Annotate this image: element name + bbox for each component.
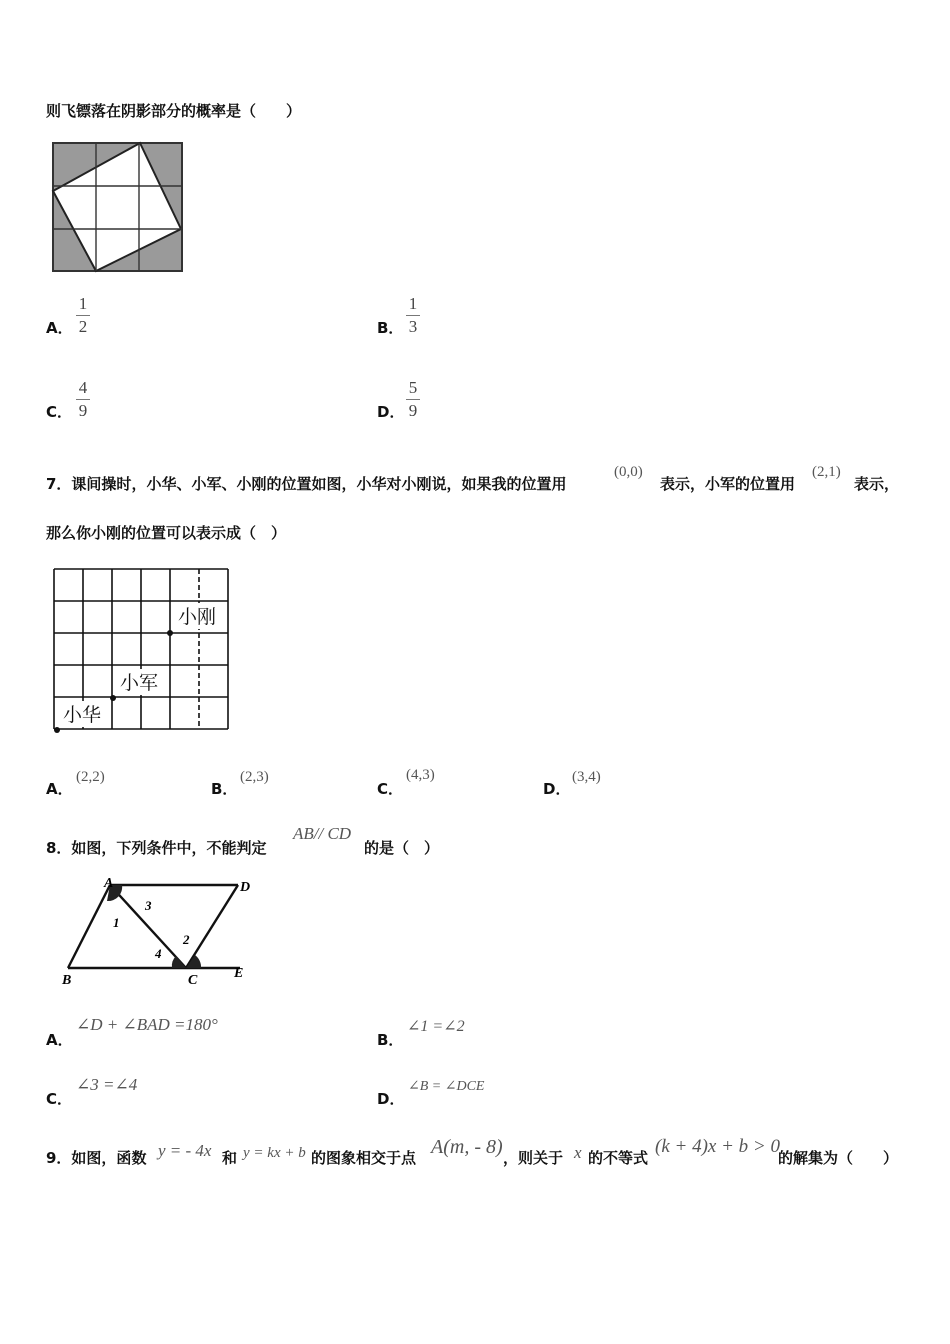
q7-stem-line2: 那么你小刚的位置可以表示成（ ） [46,524,287,542]
q6-option-a-numerator: 1 [78,294,88,313]
q9-stem-part1: 9．如图，函数 [46,1149,147,1167]
q7-position-grid-figure [50,565,236,737]
q6-option-d-denominator: 9 [408,401,418,420]
gang-label: 小刚 [178,606,217,628]
q6-dartboard-figure [50,140,186,274]
q6-option-a-letter[interactable]: A． [46,319,73,337]
q9-function-1: y = - 4x [158,1141,212,1160]
q6-option-b-numerator: 1 [408,294,418,313]
q9-variable-x: x [574,1143,582,1162]
q6-option-b-fraction [406,294,420,337]
q6-option-c-numerator: 4 [78,378,88,397]
q9-function-2: y = kx + b [243,1145,306,1161]
q8-option-d-value: ∠B = ∠DCE [408,1079,485,1094]
angle-label-2: 2 [183,932,190,947]
q8-option-c-letter[interactable]: C． [46,1090,73,1108]
q6-option-d-fraction [406,378,420,421]
q7-option-c-value: (4,3) [406,767,435,783]
q6-option-b-letter[interactable]: B． [377,319,404,337]
q6-option-c-letter[interactable]: C． [46,403,73,421]
angle-mark-at-c [172,956,186,968]
q8-option-a-value: ∠D + ∠BAD =180° [76,1015,218,1034]
q8-stem-part2: 的是（ ） [364,839,440,857]
q7-coord-jun: (2,1) [812,464,841,480]
q6-stem: 则飞镖落在阴影部分的概率是（ ） [46,102,302,120]
q7-option-a-value: (2,2) [76,769,105,785]
q9-stem-part6: 的解集为（ ） [778,1149,899,1167]
parallelogram-lines [68,885,240,968]
q8-parallel-condition: AB// CD [293,824,352,843]
q7-option-c-letter[interactable]: C． [377,780,404,798]
vertex-label-c: C [188,973,198,988]
q7-option-a-letter[interactable]: A． [46,780,73,798]
q7-option-d-letter[interactable]: D． [543,780,571,798]
q6-option-c-fraction [76,378,90,421]
jun-label: 小军 [120,672,159,694]
q6-option-c-denominator: 9 [78,401,88,420]
angle-label-1: 1 [113,915,120,930]
q9-inequality: (k + 4)x + b > 0 [655,1136,780,1157]
q8-option-b-letter[interactable]: B． [377,1031,404,1049]
q7-stem-part2: 表示，小军的位置用 [660,475,796,493]
vertex-label-e: E [234,966,244,981]
q7-coord-origin: (0,0) [614,464,643,480]
q7-option-d-value: (3,4) [572,769,601,785]
q8-option-d-letter[interactable]: D． [377,1090,405,1108]
q6-option-d-numerator: 5 [408,378,418,397]
q8-stem-part1: 8．如图，下列条件中，不能判定 [46,839,267,857]
q9-stem-part2: 和 [222,1149,238,1167]
vertex-label-a: A [104,876,114,891]
q7-stem-part3: 表示， [854,475,900,493]
q7-option-b-value: (2,3) [240,769,269,785]
hua-position-dot [54,727,60,733]
q9-stem-part5: 的不等式 [588,1149,649,1167]
q9-stem-part4: ，则关于 [503,1149,564,1167]
q8-option-b-value: ∠1 =∠2 [407,1018,465,1035]
q8-option-a-letter[interactable]: A． [46,1031,73,1049]
vertex-label-d: D [240,880,251,895]
hua-label: 小华 [63,704,102,726]
q6-option-a-fraction [76,294,90,337]
vertex-label-b: B [62,973,72,988]
q6-option-d-letter[interactable]: D． [377,403,405,421]
gang-position-dot [167,630,173,636]
angle-label-3: 3 [145,898,152,913]
q6-option-a-denominator: 2 [78,317,88,336]
q6-option-b-denominator: 3 [408,317,418,336]
q7-option-b-letter[interactable]: B． [211,780,238,798]
q8-parallelogram-figure [58,876,272,988]
angle-label-4: 4 [155,946,162,961]
jun-position-dot [110,695,116,701]
q8-option-c-value: ∠3 =∠4 [76,1075,138,1094]
q7-stem-part1: 7．课间操时，小华、小军、小刚的位置如图，小华对小刚说，如果我的位置用 [46,475,567,493]
q9-stem-part3: 的图象相交于点 [311,1149,417,1167]
q9-intersection-point: A(m, - 8) [431,1136,503,1158]
